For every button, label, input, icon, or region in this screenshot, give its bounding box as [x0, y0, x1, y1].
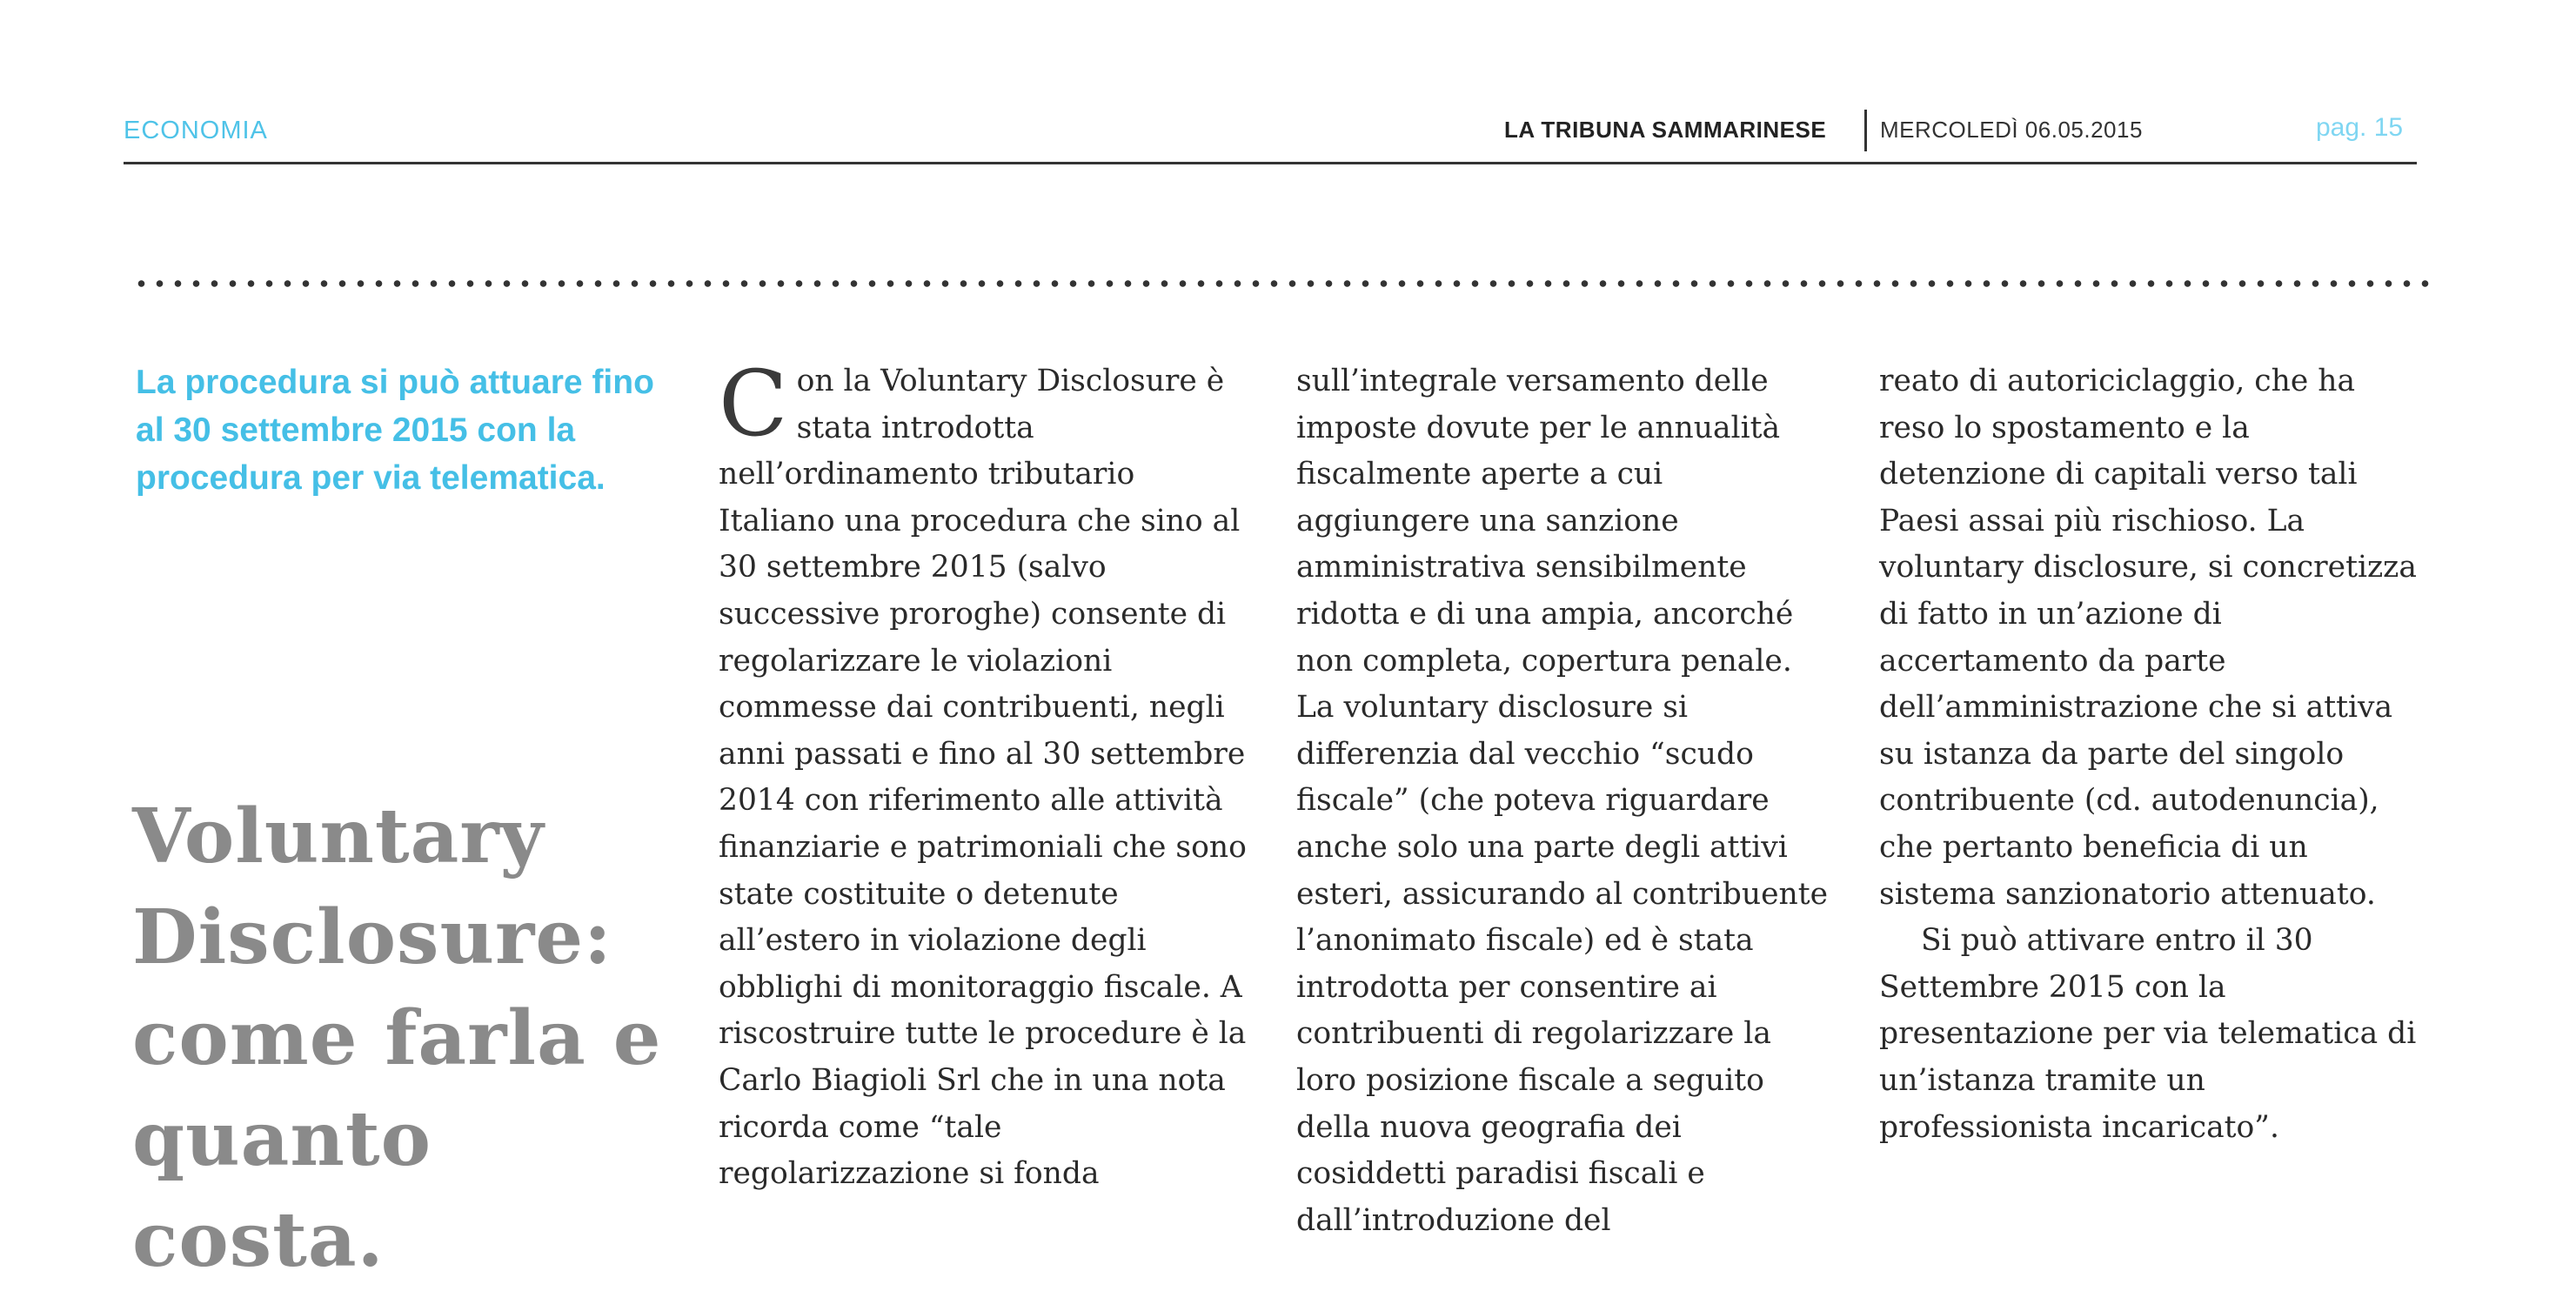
dotted-separator — [132, 278, 2429, 289]
page-number: pag. 15 — [2316, 113, 2404, 142]
publication-name: LA TRIBUNA SAMMARINESE — [1504, 117, 1827, 143]
column-3-paragraph-1: reato di autoriciclaggio, che ha reso lo spostamento e la detenzione di capitali verso tali Paesi assai più rischioso. La voluntary disclosure, si concretizza di fatto in un’azione di accertamento da parte dell’amministrazione che si attiva su istanza da parte del singolo contribuente (cd. autodenuncia), che pertanto beneficia di un sistema sanzionatorio attenuato. — [1879, 364, 2417, 912]
column-2-text: sull’integrale versamento delle imposte dovute per le annualità fiscalmente aperte a cui aggiungere una sanzione amministrativa sensibilmente ridotta e di una ampia, ancorché non completa, copertura penale. La voluntary disclosure si differenzia dal vecchio “scudo fiscale” (che poteva riguardare anche solo una parte degli attivi esteri, assicurando al contribuente l’anonimato fiscale) ed è stata introdotta per consentire ai contribuenti di regolarizzare la loro posizione fiscale a seguito della nuova geografia dei cosiddetti paradisi fiscali e dall’introduzione del — [1296, 364, 1829, 1238]
article-subtitle: La procedura si può attuare fino al 30 settembre 2015 con la procedura per via telematica. — [136, 364, 654, 497]
article-column-2 — [1296, 358, 1836, 1244]
issue-date: MERCOLEDÌ 06.05.2015 — [1880, 117, 2143, 143]
article-column-3 — [1879, 358, 2419, 1151]
drop-cap: C — [719, 351, 788, 457]
article-column-1 — [719, 351, 1258, 1198]
page-header — [124, 110, 2417, 164]
section-name: ECONOMIA — [124, 117, 268, 144]
header-divider — [1864, 110, 1867, 151]
column-3-paragraph-2: Si può attivare entro il 30 Settembre 2015 con la presentazione per via telematica di un’istanza tramite un professionista incaricato”. — [1879, 923, 2417, 1145]
article-headline: Voluntary Disclosure: come farla e quanto costa. — [132, 793, 662, 1284]
column-1-text: on la Voluntary Disclosure è stata introdotta nell’ordinamento tributario Italiano una procedura che sino al 30 settembre 2015 (salvo successive proroghe) consente di regolarizzare le violazioni commesse dai contribuenti, negli anni passati e fino al 30 settembre 2014 con riferimento alle attività finanziarie e patrimoniali che sono state costituite o detenute all’estero in violazione degli obblighi di monitoraggio fiscale. A riscostruire tutte le procedure è la Carlo Biagioli Srl che in una nota ricorda come “tale regolarizzazione si fonda — [719, 364, 1247, 1192]
